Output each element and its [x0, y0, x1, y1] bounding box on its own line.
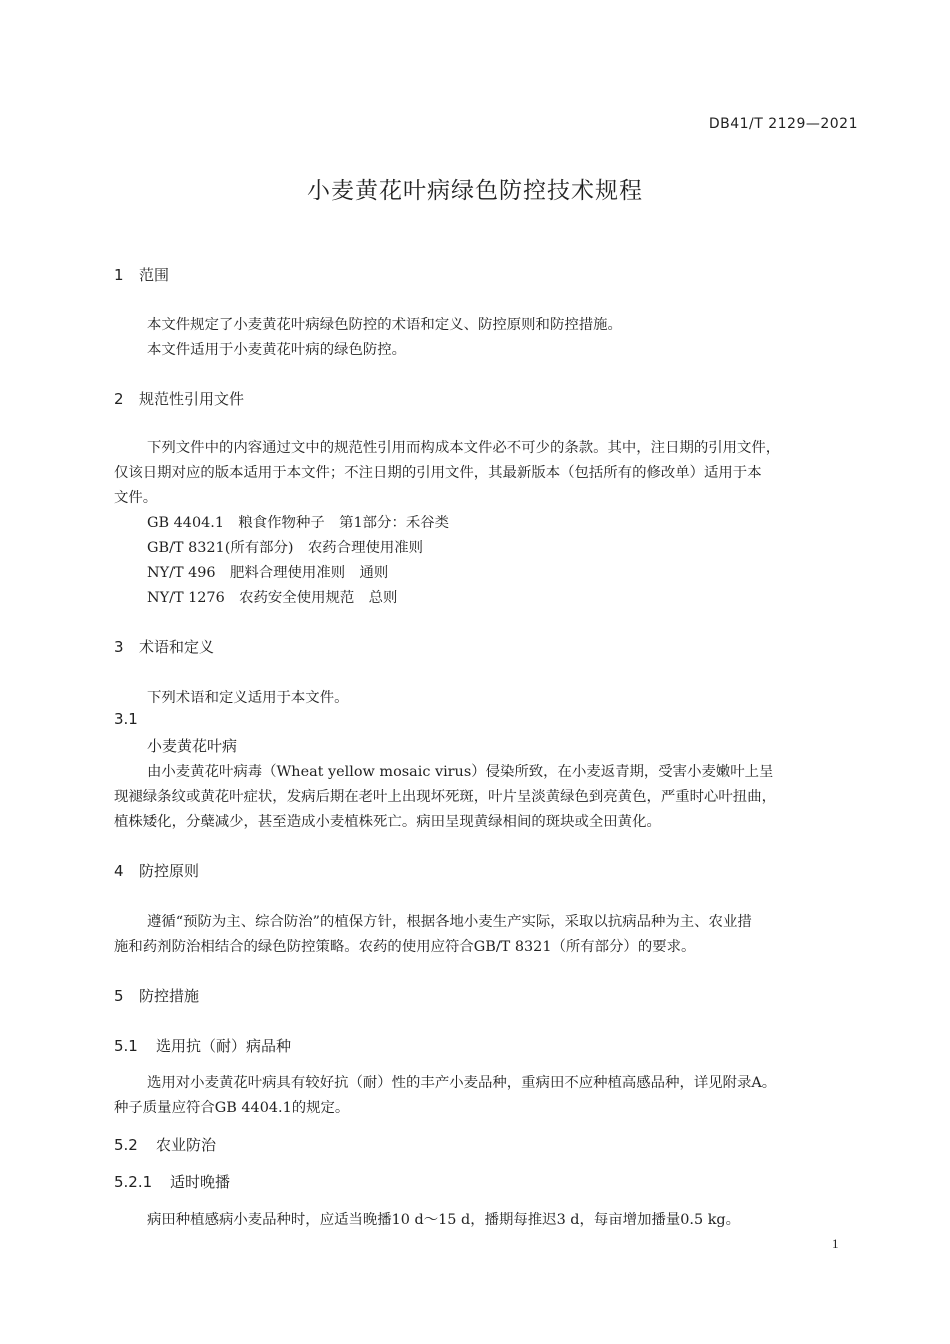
reference-gb-4404-1: GB 4404.1 粮食作物种子 第1部分：禾谷类: [147, 515, 450, 531]
section-5-1-number: 5.1: [114, 1037, 138, 1055]
section-3-heading: [114, 636, 214, 657]
section-4-line-2: 施和药剂防治相结合的绿色防控策略。农药的使用应符合GB/T 8321（所有部分）的要求。: [114, 939, 696, 955]
section-3-number: 3: [114, 638, 124, 656]
section-2-number: 2: [114, 390, 124, 408]
section-2-intro-line-3: 文件。: [114, 490, 158, 506]
term-definition-line-3: 植株矮化，分蘖减少，甚至造成小麦植株死亡。病田呈现黄绿相间的斑块或全田黄化。: [114, 814, 661, 830]
section-2-heading: [114, 388, 244, 409]
section-2-title: 规范性引用文件: [139, 390, 245, 408]
term-definition-line-2: 现褪绿条纹或黄花叶症状，发病后期在老叶上出现坏死斑，叶片呈淡黄绿色到亮黄色，严重时心叶扭曲，: [114, 789, 776, 805]
section-5-number: 5: [114, 987, 124, 1005]
section-5-1-line-1: 选用对小麦黄花叶病具有较好抗（耐）性的丰产小麦品种，重病田不应种植高感品种，详见附录A。: [147, 1075, 777, 1091]
standard-code: DB41/T 2129—2021: [708, 116, 858, 132]
document-title: 小麦黄花叶病绿色防控技术规程: [307, 178, 643, 204]
section-5-2-1-number: 5.2.1: [114, 1173, 153, 1191]
section-5-2-heading: [114, 1134, 216, 1155]
section-3-intro: 下列术语和定义适用于本文件。: [147, 690, 349, 706]
section-5-2-1-heading: [114, 1171, 230, 1192]
section-5-2-title: 农业防治: [156, 1136, 217, 1154]
term-3-1-name: 小麦黄花叶病: [147, 737, 238, 755]
section-4-title: 防控原则: [139, 862, 200, 880]
section-1-paragraph-1: 本文件规定了小麦黄花叶病绿色防控的术语和定义、防控原则和防控措施。: [147, 317, 622, 333]
section-2-intro-line-1: 下列文件中的内容通过文中的规范性引用而构成本文件必不可少的条款。其中，注日期的引用文件，: [147, 440, 781, 456]
page-number: 1: [832, 1236, 839, 1251]
section-1-title: 范围: [139, 266, 170, 284]
section-5-title: 防控措施: [139, 987, 200, 1005]
reference-gbt-8321: GB/T 8321(所有部分) 农药合理使用准则: [147, 540, 424, 556]
section-2-intro-line-2: 仅该日期对应的版本适用于本文件；不注日期的引用文件，其最新版本（包括所有的修改单）适用于本: [114, 465, 762, 481]
section-4-heading: [114, 860, 199, 881]
section-5-1-line-2: 种子质量应符合GB 4404.1的规定。: [114, 1100, 350, 1116]
section-1-paragraph-2: 本文件适用于小麦黄花叶病的绿色防控。: [147, 342, 407, 358]
section-5-2-number: 5.2: [114, 1136, 138, 1154]
section-3-title: 术语和定义: [139, 638, 215, 656]
section-1-number: 1: [114, 266, 124, 284]
term-definition-line-1: 由小麦黄花叶病毒（Wheat yellow mosaic virus）侵染所致，在小麦返青期，受害小麦嫩叶上呈: [147, 764, 774, 780]
section-4-line-1: 遵循“预防为主、综合防治”的植保方针，根据各地小麦生产实际，采取以抗病品种为主、农业措: [147, 914, 752, 930]
reference-nyt-496: NY/T 496 肥料合理使用准则 通则: [147, 565, 389, 581]
section-5-2-1-title: 适时晚播: [170, 1173, 231, 1191]
section-5-1-heading: [114, 1035, 291, 1056]
term-3-1-number: 3.1: [114, 710, 138, 728]
section-5-heading: [114, 985, 199, 1006]
section-5-2-1-line: 病田种植感病小麦品种时，应适当晚播10 d～15 d，播期每推迟3 d，每亩增加播量0.5 kg。: [147, 1212, 741, 1228]
section-1-heading: [114, 264, 169, 285]
section-5-1-title: 选用抗（耐）病品种: [156, 1037, 292, 1055]
section-4-number: 4: [114, 862, 124, 880]
reference-nyt-1276: NY/T 1276 农药安全使用规范 总则: [147, 590, 398, 606]
